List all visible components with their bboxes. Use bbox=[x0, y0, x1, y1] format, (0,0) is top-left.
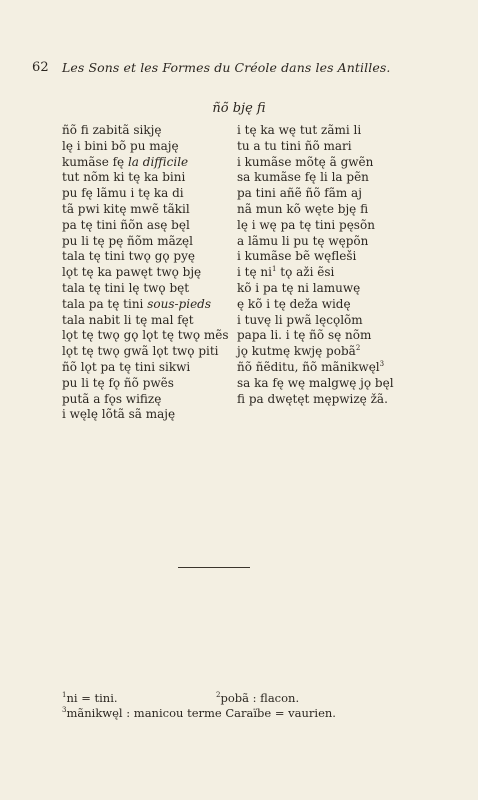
poem-line: ñõ fi zabitã sikję bbox=[62, 123, 162, 137]
poem-line: a lãmu li pu tę wępõn bbox=[237, 233, 369, 248]
poem-line: i tę ka wę tut zãmi li bbox=[237, 123, 362, 137]
poem-line: pa tę tini ñõn asę bęl bbox=[62, 217, 190, 232]
footnote-text: pobã : flacon. bbox=[220, 691, 300, 705]
poem-line: lǫt tę twǫ gǫ lǫt tę twǫ mẽs bbox=[62, 328, 229, 343]
poem-line: nã mun kõ węte bję fi bbox=[237, 201, 369, 216]
footnote-1 bbox=[62, 691, 118, 705]
footnote-text: ni = tini. bbox=[66, 691, 118, 705]
page-number: 62 bbox=[32, 60, 49, 75]
poem-line: lę i bini bõ pu maję bbox=[62, 138, 179, 153]
poem-line-part: i tę ni bbox=[237, 265, 272, 280]
poem-line-part: 3 bbox=[379, 359, 385, 368]
poem-line-part: kumãse fę bbox=[62, 154, 128, 169]
footnote-2 bbox=[216, 691, 299, 706]
poem-line bbox=[62, 155, 229, 171]
poem-line: sa kumãse fę li la pẽn bbox=[237, 170, 369, 185]
poem-line: lǫt tę ka pawęt twǫ bję bbox=[62, 265, 202, 280]
poem-line: i kumãse bẽ węfleši bbox=[237, 249, 357, 264]
poem-line: tala tę tini lę twǫ bęt bbox=[62, 280, 190, 295]
poem-line bbox=[62, 297, 229, 313]
poem-line: ñõ lǫt pa tę tini sikwi bbox=[62, 359, 191, 374]
footnote-text: mãnikwęl : manicou terme Caraïbe = vaurien. bbox=[66, 706, 336, 720]
poem-line: sa ka fę wę malgwę jǫ bęl bbox=[237, 375, 394, 390]
poem-line: tala nabit li tę mal fęt bbox=[62, 312, 194, 327]
footnotes bbox=[62, 691, 336, 721]
poem-title: ñõ bję fi bbox=[212, 101, 266, 116]
poem-line: ę kõ i tę deža widę bbox=[237, 296, 351, 311]
poem-line: papa li. i tę ñõ sę nõm bbox=[237, 328, 372, 343]
poem-line: lǫt tę twǫ gwã lǫt twǫ piti bbox=[62, 344, 219, 359]
footnote-row-1 bbox=[62, 691, 336, 706]
footnote-marker: 2 bbox=[216, 691, 221, 699]
poem-line: putã a fǫs wifizę bbox=[62, 391, 162, 406]
poem-line-part: jǫ kutmę kwję pobã bbox=[237, 344, 356, 359]
footnote-marker: 1 bbox=[62, 691, 67, 699]
poem-line: tu a tu tini ñõ mari bbox=[237, 138, 352, 153]
poem-line bbox=[237, 344, 394, 360]
poem-line: pu li tę fǫ ñõ pwẽs bbox=[62, 375, 174, 390]
poem-line-part: la difficile bbox=[127, 154, 189, 169]
poem-right-column bbox=[237, 123, 394, 407]
poem-line: tut nõm ki tę ka bini bbox=[62, 170, 186, 185]
poem-line: pa tini añẽ ñõ fãm aj bbox=[237, 186, 362, 201]
section-divider bbox=[178, 567, 250, 568]
poem-line: pu li tę pę ñõm mãzęl bbox=[62, 233, 193, 248]
poem-line-part: tala pa tę tini bbox=[62, 296, 148, 311]
poem-line: kõ i pa tę ni lamuwę bbox=[237, 280, 361, 295]
poem-line-part: tǫ aži ẽsi bbox=[276, 265, 335, 280]
poem-line-part: 2 bbox=[355, 344, 361, 353]
poem-line: pu fę lãmu i tę ka di bbox=[62, 186, 184, 201]
poem-line: i tuvę li pwã lęcǫlõm bbox=[237, 312, 363, 327]
poem-line: i węlę lõtã sã maję bbox=[62, 407, 176, 422]
footnote-3 bbox=[62, 706, 336, 720]
poem-line: lę i wę pa tę tini pęsõn bbox=[237, 217, 375, 232]
poem-line-part: sous-pieds bbox=[147, 296, 212, 311]
poem-line bbox=[237, 265, 394, 281]
poem-line bbox=[237, 360, 394, 376]
poem-left-column bbox=[62, 123, 229, 423]
poem-line: i kumãse mõtę ã gwẽn bbox=[237, 154, 374, 169]
running-title: Les Sons et les Formes du Créole dans les Antilles. bbox=[62, 60, 391, 75]
poem-line: tala tę tini twǫ gǫ pyę bbox=[62, 249, 195, 264]
poem-line-part: 1 bbox=[271, 265, 277, 274]
footnote-row-2 bbox=[62, 706, 336, 721]
poem-line-part: ñõ ñẽditu, ñõ mãnikwęl bbox=[237, 359, 380, 374]
poem-line: fi pa dwętęt mępwizę žã. bbox=[237, 391, 388, 406]
poem-line: tã pwi kitę mwẽ tãkil bbox=[62, 201, 190, 216]
footnote-marker: 3 bbox=[62, 706, 67, 714]
